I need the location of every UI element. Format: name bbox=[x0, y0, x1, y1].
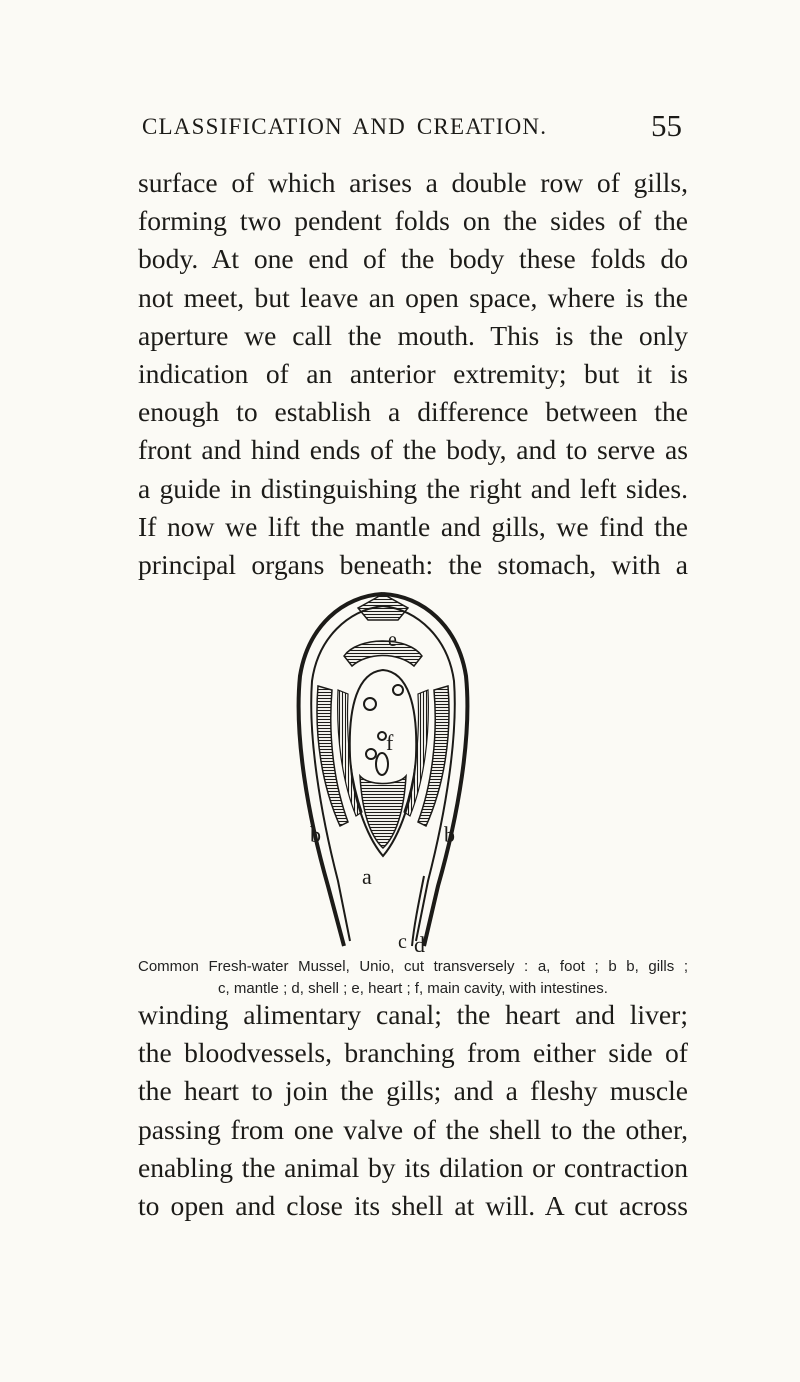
label-d: d bbox=[414, 932, 425, 957]
running-head: CLASSIFICATION AND CREATION. bbox=[142, 114, 548, 139]
caption-line: c, mantle ; d, shell ; e, heart ; f, main cavity, with intestines. bbox=[218, 980, 608, 997]
intestine-section bbox=[376, 753, 388, 775]
foot bbox=[360, 776, 406, 848]
text-line: front and hind ends of the body, and to serve as bbox=[138, 434, 688, 466]
label-b-left: b bbox=[310, 822, 321, 847]
text-line: a guide in distinguishing the right and left sides. bbox=[138, 472, 688, 504]
text-line: enabling the animal by its dilation or contraction bbox=[138, 1151, 688, 1183]
text-line: aperture we call the mouth. This is the only bbox=[138, 319, 688, 351]
text-line: forming two pendent folds on the sides of the bbox=[138, 205, 688, 237]
intestine-section bbox=[378, 732, 386, 740]
label-a: a bbox=[362, 864, 372, 889]
label-b-right: b bbox=[444, 822, 455, 847]
label-c: c bbox=[398, 931, 407, 953]
intestine-section bbox=[366, 749, 376, 759]
text-line: surface of which arises a double row of gills, bbox=[138, 167, 688, 198]
caption-line: Common Fresh-water Mussel, Unio, cut transversely : a, foot ; b b, gills ; bbox=[138, 958, 688, 975]
text-line: not meet, but leave an open space, where is the bbox=[138, 281, 688, 313]
text-line: body. At one end of the body these folds do bbox=[138, 243, 688, 275]
text-line: enough to establish a difference between the bbox=[138, 396, 688, 428]
page-number: 55 bbox=[651, 108, 682, 143]
paragraph-top bbox=[138, 164, 688, 584]
text-line: indication of an anterior extremity; but it is bbox=[138, 358, 688, 390]
label-f: f bbox=[386, 730, 394, 755]
paragraph-bottom bbox=[138, 996, 688, 1225]
text-line: passing from one valve of the shell to the other, bbox=[138, 1113, 688, 1145]
text-line: the heart to join the gills; and a fleshy muscle bbox=[138, 1075, 688, 1107]
text-line: winding alimentary canal; the heart and liver; bbox=[138, 999, 688, 1030]
mussel-cross-section-illustration bbox=[248, 586, 518, 958]
intestine-section bbox=[393, 685, 403, 695]
figure-caption bbox=[138, 956, 688, 1000]
text-line: to open and close its shell at will. A cut across bbox=[138, 1190, 688, 1222]
intestine-section bbox=[364, 698, 376, 710]
text-line: If now we lift the mantle and gills, we find the bbox=[138, 510, 688, 542]
label-e: e bbox=[388, 629, 397, 651]
text-line: principal organs beneath: the stomach, with a bbox=[138, 549, 688, 581]
heart-region bbox=[344, 641, 422, 666]
page-header bbox=[142, 108, 682, 146]
text-line: the bloodvessels, branching from either side of bbox=[138, 1037, 688, 1069]
